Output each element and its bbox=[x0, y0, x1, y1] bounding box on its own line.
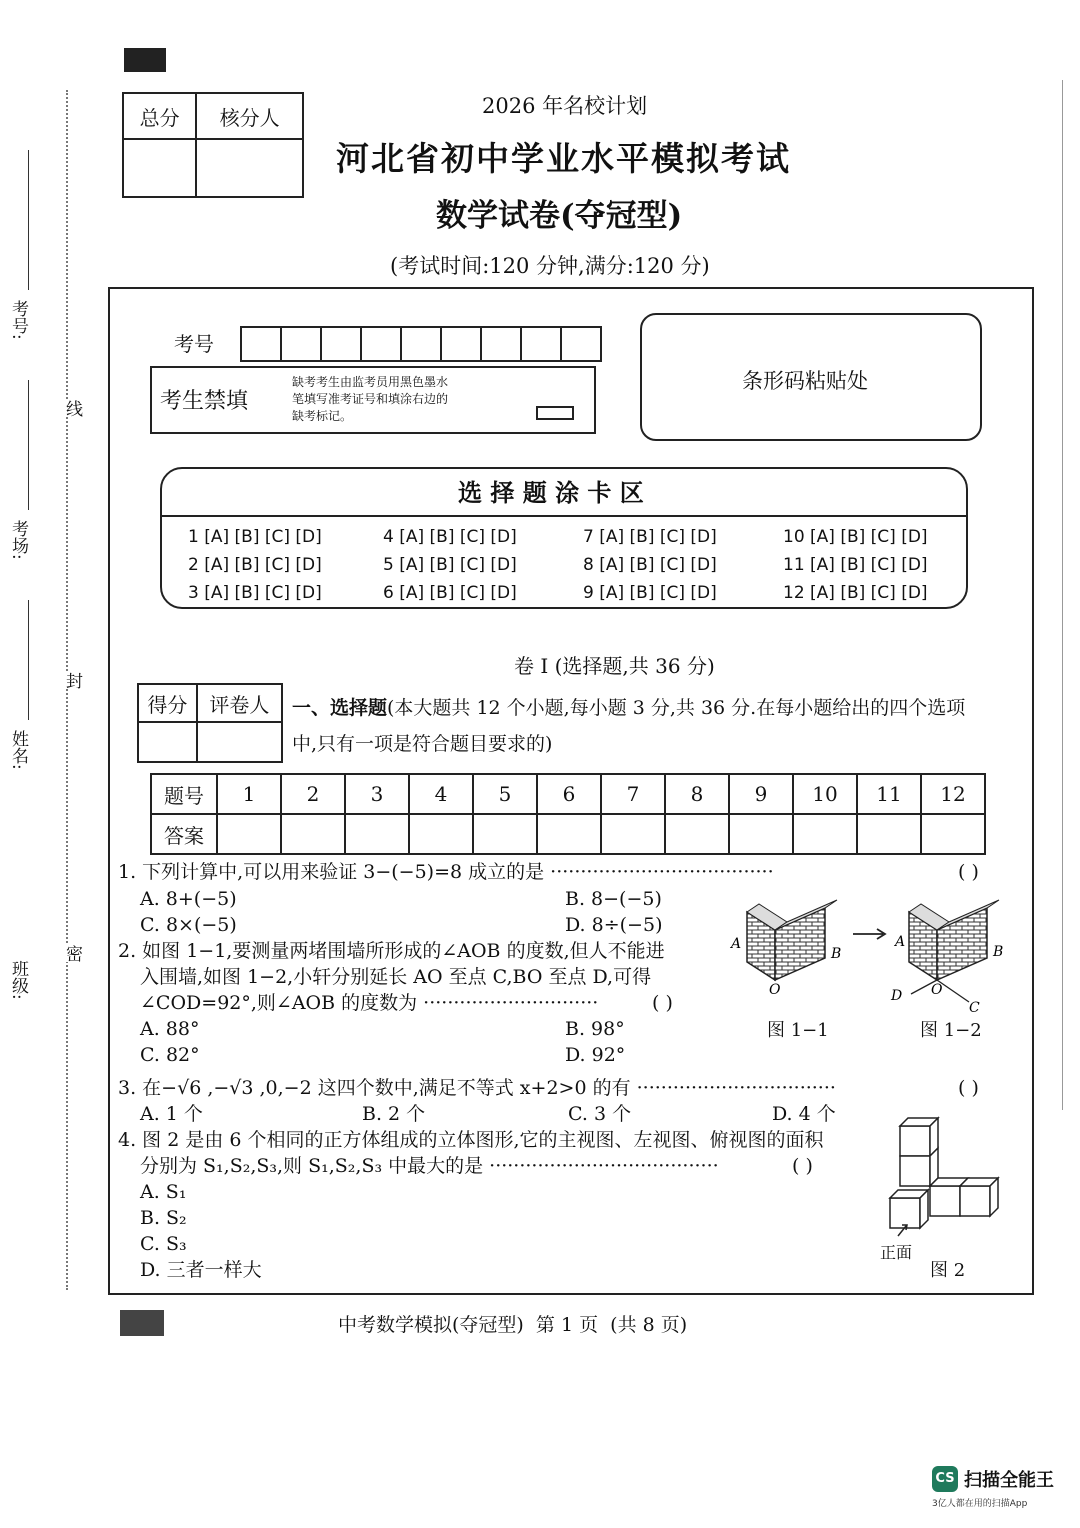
bubble-row[interactable]: 12 [A] [B] [C] [D] bbox=[783, 583, 928, 603]
right-edge-line bbox=[1062, 80, 1063, 1110]
fig11-point-b: B bbox=[831, 946, 842, 962]
q4-option-c: C. S₃ bbox=[140, 1233, 187, 1255]
exam-title: 河北省初中学业水平模拟考试 bbox=[336, 139, 791, 178]
fig11-point-o: O bbox=[769, 982, 781, 998]
q3-option-b: B. 2 个 bbox=[362, 1103, 426, 1125]
arrow-icon bbox=[853, 929, 885, 939]
answer-table-num: 6 bbox=[537, 774, 601, 814]
forbidden-note-line: 笔填写准考证号和填涂右边的 bbox=[292, 392, 449, 406]
q2-line-2: 入围墙,如图 1−2,小轩分别延长 AO 至点 C,BO 至点 D,可得 bbox=[140, 966, 652, 988]
bubble-row[interactable]: 2 [A] [B] [C] [D] bbox=[188, 555, 322, 575]
answer-card-title: 选 择 题 涂 卡 区 bbox=[458, 478, 644, 507]
total-score-cell[interactable] bbox=[123, 139, 196, 197]
section-grader-label: 评卷人 bbox=[197, 684, 282, 722]
bubble-row[interactable]: 3 [A] [B] [C] [D] bbox=[188, 583, 322, 603]
answer-cell[interactable] bbox=[345, 814, 409, 854]
answer-cell[interactable] bbox=[473, 814, 537, 854]
watermark-name: 扫描全能王 bbox=[964, 1470, 1054, 1491]
bubble-row[interactable]: 5 [A] [B] [C] [D] bbox=[383, 555, 517, 575]
bubble-row[interactable]: 6 [A] [B] [C] [D] bbox=[383, 583, 517, 603]
section-instructions bbox=[292, 690, 965, 762]
binding-line bbox=[66, 90, 68, 1290]
answer-table-ans-label: 答案 bbox=[151, 814, 217, 854]
answer-table-num: 4 bbox=[409, 774, 473, 814]
bubble-row[interactable]: 9 [A] [B] [C] [D] bbox=[583, 583, 717, 603]
absent-mark-box[interactable] bbox=[536, 406, 574, 420]
q3-paren[interactable]: ( ) bbox=[958, 1077, 979, 1099]
barcode-label: 条形码粘贴处 bbox=[742, 369, 868, 393]
q4-line-2: 分别为 S₁,S₂,S₃,则 S₁,S₂,S₃ 中最大的是 ······································ bbox=[140, 1155, 719, 1177]
q1-option-b: B. 8−(−5) bbox=[565, 888, 662, 910]
answer-table-num: 10 bbox=[793, 774, 857, 814]
total-score-box bbox=[122, 92, 304, 198]
q2-option-b: B. 98° bbox=[565, 1018, 625, 1040]
instructions-line-1 bbox=[292, 690, 965, 726]
answer-table-num: 9 bbox=[729, 774, 793, 814]
answer-card bbox=[160, 467, 968, 609]
section-score-cell[interactable] bbox=[138, 722, 197, 762]
q2-option-a: A. 88° bbox=[140, 1018, 200, 1040]
side-exam-no: 考号: bbox=[8, 300, 28, 340]
instructions-bold: 一、选择题 bbox=[292, 697, 388, 719]
q3-option-a: A. 1 个 bbox=[140, 1103, 203, 1125]
q4-option-d: D. 三者一样大 bbox=[140, 1259, 262, 1281]
watermark-logo: CS bbox=[932, 1466, 958, 1492]
exam-no-boxes[interactable] bbox=[240, 326, 600, 362]
bubble-row[interactable]: 1 [A] [B] [C] [D] bbox=[188, 527, 322, 547]
fig11-walls bbox=[747, 900, 837, 980]
bubble-row[interactable]: 7 [A] [B] [C] [D] bbox=[583, 527, 717, 547]
watermark-tagline: 3亿人都在用的扫描App bbox=[932, 1499, 1028, 1509]
exam-no-digit-box[interactable] bbox=[480, 326, 522, 362]
answer-bubble-grid bbox=[188, 527, 973, 603]
side-class: 班级: bbox=[8, 960, 28, 1000]
bubble-row[interactable]: 10 [A] [B] [C] [D] bbox=[783, 527, 928, 547]
q1-option-a: A. 8+(−5) bbox=[140, 888, 237, 910]
section-grader-cell[interactable] bbox=[197, 722, 282, 762]
fig12-point-b: B bbox=[993, 944, 1004, 960]
answer-cell[interactable] bbox=[665, 814, 729, 854]
pre-title: 2026 年名校计划 bbox=[482, 94, 648, 118]
scanner-watermark bbox=[932, 1466, 1054, 1509]
answer-cell[interactable] bbox=[729, 814, 793, 854]
q1-option-c: C. 8×(−5) bbox=[140, 914, 237, 936]
answer-table-num: 5 bbox=[473, 774, 537, 814]
exam-no-digit-box[interactable] bbox=[360, 326, 402, 362]
q2-paren[interactable]: ( ) bbox=[652, 992, 673, 1014]
front-label: 正面 bbox=[880, 1243, 913, 1262]
answer-table-num: 12 bbox=[921, 774, 985, 814]
side-exam-no-underline bbox=[28, 150, 29, 290]
checker-cell[interactable] bbox=[196, 139, 303, 197]
q1-option-d: D. 8÷(−5) bbox=[565, 914, 663, 936]
bubble-row[interactable]: 8 [A] [B] [C] [D] bbox=[583, 555, 717, 575]
answer-cell[interactable] bbox=[857, 814, 921, 854]
forbidden-label: 考生禁填 bbox=[160, 389, 249, 414]
exam-no-digit-box[interactable] bbox=[240, 326, 282, 362]
barcode-area bbox=[640, 313, 982, 441]
side-secret-char: 密 bbox=[60, 945, 85, 962]
fig12-point-c: C bbox=[969, 1000, 980, 1016]
fig11-caption: 图 1−1 bbox=[767, 1020, 829, 1041]
answer-table-num: 11 bbox=[857, 774, 921, 814]
q1-stem: 1. 下列计算中,可以用来验证 3−(−5)=8 成立的是 ····································· bbox=[118, 861, 774, 883]
section-score-box bbox=[137, 683, 283, 763]
q4-paren[interactable]: ( ) bbox=[792, 1155, 813, 1177]
checker-label: 核分人 bbox=[196, 93, 303, 139]
answer-table-num: 3 bbox=[345, 774, 409, 814]
instructions-text: (本大题共 12 个小题,每小题 3 分,共 36 分.在每小题给出的四个选项 bbox=[387, 697, 966, 719]
q3-option-c: C. 3 个 bbox=[568, 1103, 632, 1125]
q4-line-1: 4. 图 2 是由 6 个相同的正方体组成的立体图形,它的主视图、左视图、俯视图的面积 bbox=[118, 1129, 824, 1151]
answer-card-divider bbox=[162, 515, 966, 517]
fig12-point-o: O bbox=[931, 982, 943, 998]
fig12-walls bbox=[909, 900, 999, 1002]
q4-option-a: A. S₁ bbox=[140, 1181, 187, 1203]
fig12-point-a: A bbox=[895, 934, 906, 950]
exam-subtitle: 数学试卷(夺冠型) bbox=[436, 198, 683, 234]
q3-stem: 3. 在−√6 ,−√3 ,0,−2 这四个数中,满足不等式 x+2>0 的有 ································· bbox=[118, 1077, 836, 1099]
section-heading: 卷 I (选择题,共 36 分) bbox=[514, 654, 715, 678]
side-seal-char: 封 bbox=[60, 672, 85, 689]
q1-paren[interactable]: ( ) bbox=[958, 861, 979, 883]
forbidden-note-line: 缺考考生由监考员用黑色墨水 bbox=[292, 375, 449, 389]
answer-table-num-label: 题号 bbox=[151, 774, 217, 814]
answer-table-num: 1 bbox=[217, 774, 281, 814]
side-line-char: 线 bbox=[60, 400, 85, 417]
answer-table-num: 8 bbox=[665, 774, 729, 814]
exam-no-digit-box[interactable] bbox=[280, 326, 322, 362]
answer-cell[interactable] bbox=[601, 814, 665, 854]
exam-no-digit-box[interactable] bbox=[440, 326, 482, 362]
answer-table bbox=[150, 773, 986, 855]
corner-mark-bottom bbox=[120, 1310, 164, 1336]
q4-option-b: B. S₂ bbox=[140, 1207, 187, 1229]
answer-table-num: 7 bbox=[601, 774, 665, 814]
exam-no-digit-box[interactable] bbox=[560, 326, 602, 362]
exam-time: (考试时间:120 分钟,满分:120 分) bbox=[390, 254, 710, 278]
watermark-row bbox=[932, 1466, 1054, 1492]
fig12-caption: 图 1−2 bbox=[920, 1020, 982, 1041]
answer-cell[interactable] bbox=[217, 814, 281, 854]
q2-option-c: C. 82° bbox=[140, 1044, 200, 1066]
fig2-caption: 图 2 bbox=[930, 1260, 966, 1281]
exam-no-digit-box[interactable] bbox=[520, 326, 562, 362]
figure-2-cubes bbox=[884, 1112, 1014, 1242]
bubble-row[interactable]: 4 [A] [B] [C] [D] bbox=[383, 527, 517, 547]
answer-table-num: 2 bbox=[281, 774, 345, 814]
side-name: 姓名: bbox=[8, 730, 28, 770]
answer-cell[interactable] bbox=[921, 814, 985, 854]
fig11-point-a: A bbox=[731, 936, 742, 952]
side-name-underline bbox=[28, 600, 29, 720]
total-score-label: 总分 bbox=[123, 93, 196, 139]
forbidden-box bbox=[150, 366, 596, 434]
side-room-underline bbox=[28, 380, 29, 510]
section-score-label: 得分 bbox=[138, 684, 197, 722]
answer-cell[interactable] bbox=[793, 814, 857, 854]
forbidden-note bbox=[292, 374, 448, 425]
forbidden-note-line: 缺考标记。 bbox=[292, 409, 353, 423]
exam-no-label: 考号 bbox=[174, 332, 214, 356]
q2-line-3: ∠COD=92°,则∠AOB 的度数为 ····························· bbox=[140, 992, 599, 1014]
answer-cell[interactable] bbox=[409, 814, 473, 854]
answer-cell[interactable] bbox=[281, 814, 345, 854]
instructions-line-2: 中,只有一项是符合题目要求的) bbox=[292, 733, 553, 755]
side-room: 考场: bbox=[8, 520, 28, 560]
answer-cell[interactable] bbox=[537, 814, 601, 854]
q2-option-d: D. 92° bbox=[565, 1044, 626, 1066]
page-footer: 中考数学模拟(夺冠型) 第 1 页 (共 8 页) bbox=[338, 1314, 688, 1336]
exam-no-digit-box[interactable] bbox=[320, 326, 362, 362]
bubble-row[interactable]: 11 [A] [B] [C] [D] bbox=[783, 555, 928, 575]
q3-option-d: D. 4 个 bbox=[772, 1103, 836, 1125]
q2-line-1: 2. 如图 1−1,要测量两堵围墙所形成的∠AOB 的度数,但人不能进 bbox=[118, 940, 665, 962]
fig12-point-d: D bbox=[891, 988, 903, 1004]
corner-mark-top bbox=[124, 48, 166, 72]
exam-no-digit-box[interactable] bbox=[400, 326, 442, 362]
fig2-cubes bbox=[890, 1118, 998, 1228]
